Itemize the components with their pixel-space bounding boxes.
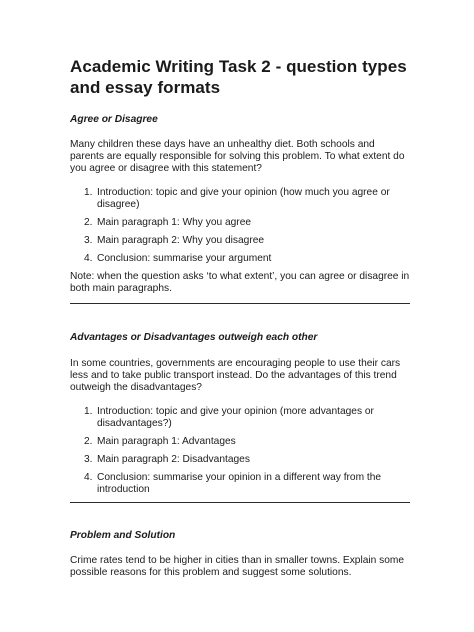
section-heading: Problem and Solution [70,530,176,541]
section-problem-solution [70,529,410,579]
essay-structure-list [70,406,410,496]
section-heading: Advantages or Disadvantages outweigh each other [70,332,318,343]
list-item: 3. Main paragraph 2: Why you disagree [84,235,265,246]
list-item: 4. Conclusion: summarise your opinion in a different way from the introduction [84,472,382,495]
list-item: 2. Main paragraph 1: Why you agree [84,217,252,228]
list-item: 4. Conclusion: summarise your argument [84,253,272,264]
section-divider [70,502,410,503]
question-prompt: In some countries, governments are encouraging people to use their cars less and to take public transport instead. Do the advantages of this trend outweigh the disadvantages? [70,358,401,393]
question-prompt: Crime rates tend to be higher in cities than in smaller towns. Explain some possible reasons for this problem and suggest some solutions. [70,555,405,578]
list-item: 1. Introduction: topic and give your opinion (more advantages or disadvantages?) [84,406,374,429]
question-prompt: Many children these days have an unhealthy diet. Both schools and parents are equally responsible for solving this problem. To what extent do you agree or disagree with this statement? [70,139,405,174]
section-agree-disagree [70,113,410,304]
list-item: 1. Introduction: topic and give your opinion (how much you agree or disagree) [84,187,390,210]
section-advantages-disadvantages [70,331,410,503]
list-item: 3. Main paragraph 2: Disadvantages [84,454,250,465]
list-item: 2. Main paragraph 1: Advantages [84,436,236,447]
essay-structure-list [70,187,410,265]
section-divider [70,303,410,304]
document-title: Academic Writing Task 2 - question types and essay formats [70,57,407,97]
section-heading: Agree or Disagree [70,114,158,125]
section-note: Note: when the question asks ‘to what extent’, you can agree or disagree in both main paragraphs. [70,271,410,294]
document-page [70,56,410,579]
